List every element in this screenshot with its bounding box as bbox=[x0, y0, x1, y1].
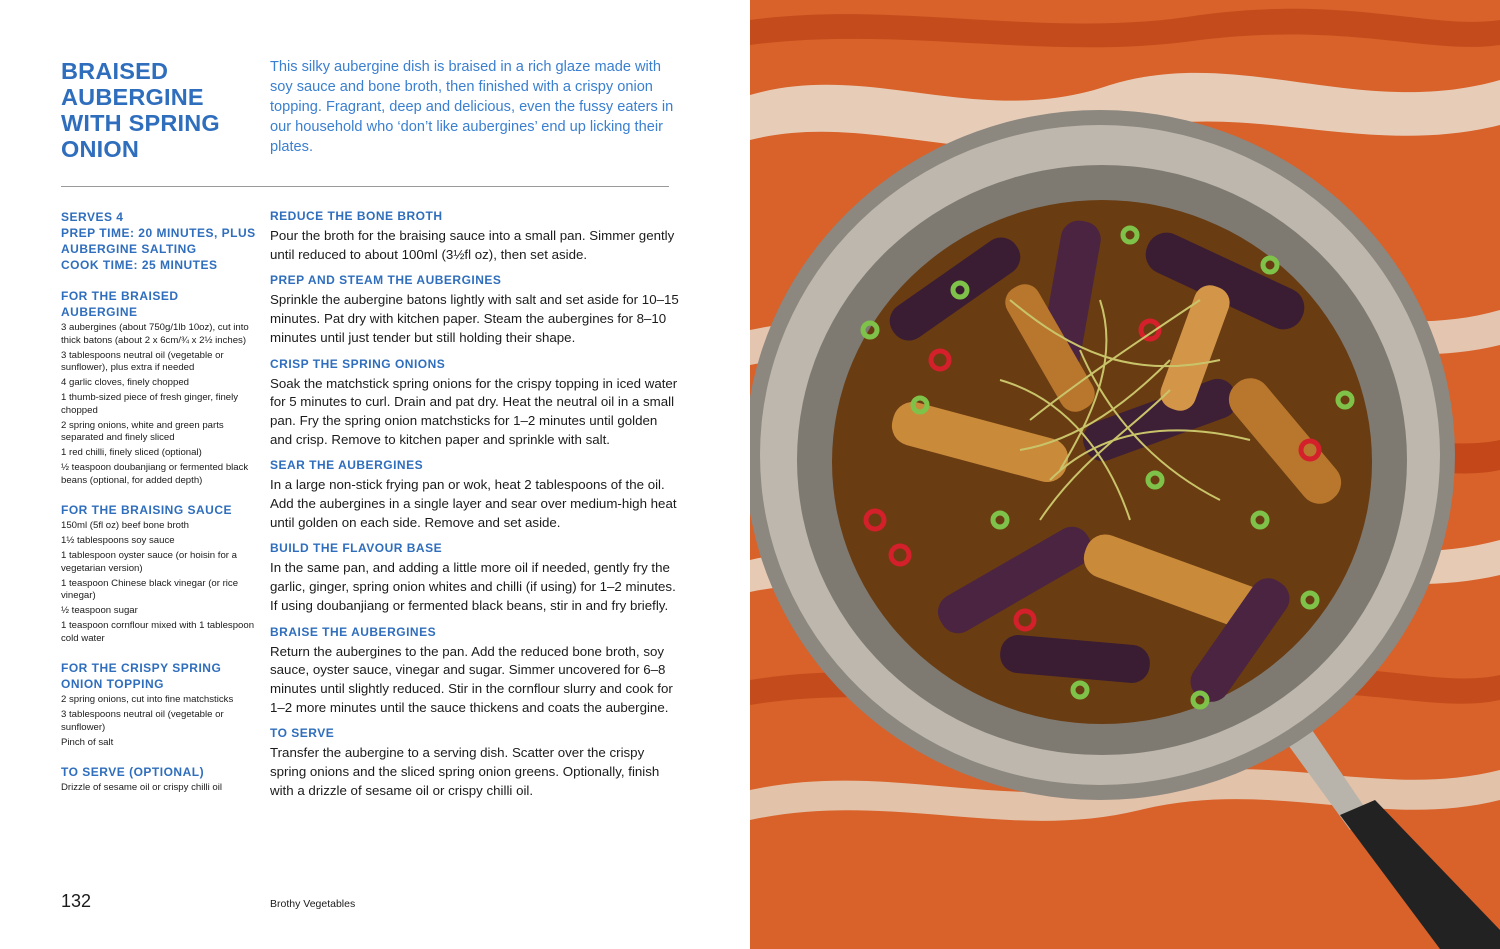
page-number: 132 bbox=[61, 891, 92, 911]
ingredient-list bbox=[61, 520, 257, 645]
method-step-heading: SEAR THE AUBERGINES bbox=[270, 458, 424, 473]
ingredients-column bbox=[61, 209, 257, 797]
ingredient-item: 3 aubergines (about 750g/1lb 10oz), cut into thick batons (about 2 x 6cm/¾ x 2½ inches) bbox=[61, 322, 249, 346]
method-step bbox=[270, 209, 680, 264]
method-step bbox=[270, 541, 680, 615]
method-step-text: Soak the matchstick spring onions for the crispy topping in iced water for 5 minutes to curl. Drain and pat dry. Heat the neutral oil in a small pan. Fry the spring onion matchsticks for 1–2 minutes until golden and crisp. Remove to kitchen paper and sprinkle with salt. bbox=[270, 375, 678, 447]
ingredient-item: 1 teaspoon Chinese black vinegar (or rice vinegar) bbox=[61, 577, 239, 601]
ingredient-section-heading: FOR THE BRAISED AUBERGINE bbox=[61, 289, 179, 319]
ingredient-item: ½ teaspoon sugar bbox=[61, 605, 138, 616]
ingredient-item: 2 spring onions, cut into fine matchsticks bbox=[61, 694, 234, 705]
method-step-heading: BRAISE THE AUBERGINES bbox=[270, 624, 437, 639]
ingredient-item: 1 teaspoon cornflour mixed with 1 tablespoon cold water bbox=[61, 620, 255, 644]
method-step-text: In a large non-stick frying pan or wok, heat 2 tablespoons of the oil. Add the aubergines in a single layer and sear over medium-high heat until golden on each side. Remove and set aside. bbox=[270, 477, 677, 530]
ingredient-section-heading: FOR THE BRAISING SAUCE bbox=[61, 503, 233, 517]
divider-rule bbox=[61, 186, 669, 187]
ingredient-item: 1 tablespoon oyster sauce (or hoisin for a vegetarian version) bbox=[61, 550, 237, 574]
method-step bbox=[270, 458, 680, 532]
method-step-text: Pour the broth for the braising sauce into a small pan. Simmer gently until reduced to about 100ml (3½fl oz), then set aside. bbox=[270, 228, 675, 262]
section-name: Brothy Vegetables bbox=[270, 898, 356, 910]
ingredient-item: 1 thumb-sized piece of fresh ginger, finely chopped bbox=[61, 392, 239, 416]
ingredient-item: Drizzle of sesame oil or crispy chilli oil bbox=[61, 782, 223, 793]
method-step bbox=[270, 273, 680, 347]
ingredient-list bbox=[61, 782, 257, 795]
ingredient-item: 4 garlic cloves, finely chopped bbox=[61, 377, 189, 388]
ingredient-section bbox=[61, 764, 257, 795]
serves-text: SERVES 4 bbox=[61, 210, 124, 224]
ingredient-section bbox=[61, 660, 257, 749]
method-step-heading: REDUCE THE BONE BROTH bbox=[270, 209, 443, 223]
method-step-text: In the same pan, and adding a little more oil if needed, gently fry the garlic, ginger, spring onion whites and chilli (if using) for 1–2 minutes. If using doubanjiang or fermented black beans, stir in and fry briefly. bbox=[270, 560, 676, 613]
ingredient-item: Pinch of salt bbox=[61, 736, 114, 748]
method-column bbox=[270, 209, 680, 809]
method-step-heading: BUILD THE FLAVOUR BASE bbox=[270, 541, 443, 556]
ingredient-item: 150ml (5fl oz) beef bone broth bbox=[61, 520, 189, 531]
braised-aubergine-pan-image bbox=[750, 0, 1500, 949]
method-step-heading: CRISP THE SPRING ONIONS bbox=[270, 356, 446, 371]
ingredient-list bbox=[61, 322, 257, 487]
ingredient-list bbox=[61, 694, 257, 749]
method-step-heading: TO SERVE bbox=[270, 726, 335, 741]
ingredient-section-heading: TO SERVE (OPTIONAL) bbox=[61, 765, 205, 779]
recipe-title: BRAISED AUBERGINE WITH SPRING ONION bbox=[61, 58, 220, 162]
ingredient-item: 1 red chilli, finely sliced (optional) bbox=[61, 447, 202, 458]
ingredient-section bbox=[61, 288, 257, 487]
method-step-text: Sprinkle the aubergine batons lightly with salt and set aside for 10–15 minutes. Pat dry with kitchen paper. Steam the aubergines for 8–10 minutes until just tender but still holding their shape. bbox=[270, 292, 679, 345]
recipe-intro: This silky aubergine dish is braised in a rich glaze made with soy sauce and bone broth, then finished with a crispy onion topping. Fragrant, deep and delicious, even the fussy eaters in our household who ‘don’t like aubergines’ end up licking their plates. bbox=[270, 59, 674, 155]
method-step bbox=[270, 357, 680, 450]
method-step-text: Transfer the aubergine to a serving dish. Scatter over the crispy spring onions and the sliced spring onion greens. Optionally, finish with a drizzle of sesame oil or crispy chilli oil. bbox=[270, 745, 660, 798]
method-step-text: Return the aubergines to the pan. Add the reduced bone broth, soy sauce, oyster sauce, vinegar and sugar. Simmer uncovered for 6–8 minutes until slightly reduced. Stir in the cornflour slurry and cook for 1–2 more minutes until the sauce thickens and coats the aubergine. bbox=[270, 643, 673, 715]
ingredient-item: ½ teaspoon doubanjiang or fermented black beans (optional, for added depth) bbox=[61, 462, 249, 486]
ingredient-sections bbox=[61, 288, 257, 795]
ingredient-item: 3 tablespoons neutral oil (vegetable or sunflower) bbox=[61, 709, 224, 733]
method-step-heading: PREP AND STEAM THE AUBERGINES bbox=[270, 273, 502, 288]
ingredient-section bbox=[61, 502, 257, 645]
ingredient-item: 1½ tablespoons soy sauce bbox=[61, 535, 175, 546]
cook-time-text: COOK TIME: 25 MINUTES bbox=[61, 258, 218, 272]
method-step bbox=[270, 726, 680, 800]
method-step bbox=[270, 625, 680, 718]
ingredient-section-heading: FOR THE CRISPY SPRING ONION TOPPING bbox=[61, 661, 222, 691]
ingredient-item: 2 spring onions, white and green parts separated and finely sliced bbox=[61, 419, 224, 443]
ingredient-item: 3 tablespoons neutral oil (vegetable or sunflower), plus extra if needed bbox=[61, 349, 224, 373]
prep-time-text: PREP TIME: 20 MINUTES, PLUS AUBERGINE SALTING bbox=[61, 226, 256, 256]
